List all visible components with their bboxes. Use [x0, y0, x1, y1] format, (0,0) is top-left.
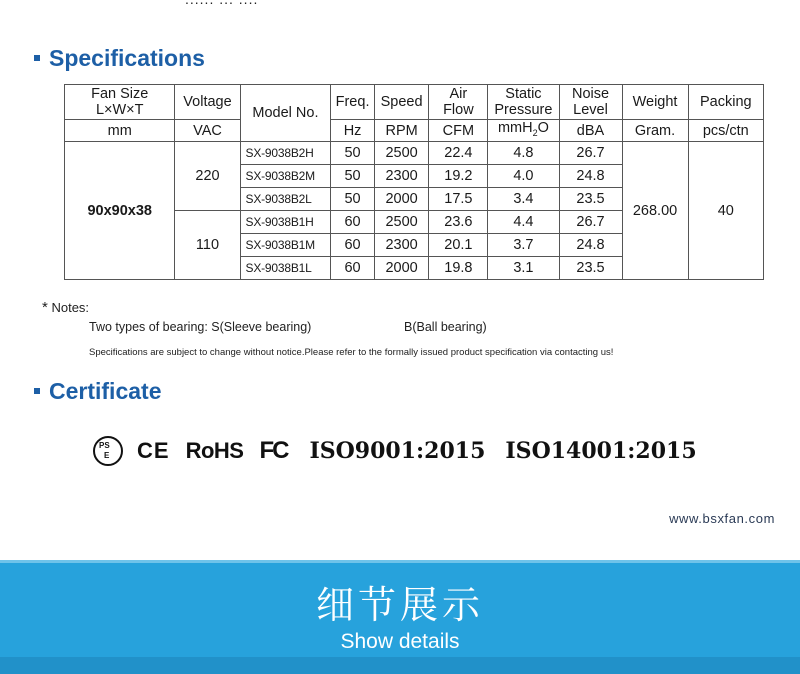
noise-cell: 23.5: [559, 257, 622, 280]
speed-cell: 2000: [374, 257, 429, 280]
cropped-top-text: [185, 0, 258, 7]
unit-hz: Hz: [331, 120, 374, 142]
airflow-cell: 17.5: [429, 188, 488, 211]
specifications-heading: [34, 45, 205, 72]
unit-mmh2o: [488, 120, 559, 142]
header-packing: Packing: [688, 85, 763, 120]
iso9001-mark: ISO9001:2015: [309, 438, 486, 464]
packing-value: 40: [688, 142, 763, 280]
noise-cell: 24.8: [559, 165, 622, 188]
speed-cell: 2000: [374, 188, 429, 211]
table-row: [65, 142, 764, 165]
model-cell: SX-9038B1M: [240, 234, 331, 257]
airflow-cell: 23.6: [429, 211, 488, 234]
model-cell: SX-9038B2M: [240, 165, 331, 188]
unit-mmh-text: mmH: [497, 120, 533, 137]
unit-vac: VAC: [175, 120, 240, 142]
pse-mark-bottom: E: [104, 451, 110, 460]
fan-size-value: 90x90x38: [65, 142, 175, 280]
header-voltage: Voltage: [175, 85, 240, 120]
note-sleeve-bearing: Two types of bearing: S(Sleeve bearing): [89, 320, 312, 334]
model-cell: SX-9038B1L: [240, 257, 331, 280]
freq-cell: 50: [331, 142, 374, 165]
freq-cell: 50: [331, 165, 374, 188]
noise-cell: 24.8: [559, 234, 622, 257]
website-link[interactable]: www.bsxfan.com: [669, 511, 775, 526]
pressure-cell: 4.8: [488, 142, 559, 165]
header-weight: Weight: [622, 85, 688, 120]
banner-top-edge: [0, 560, 800, 563]
freq-cell: 60: [331, 257, 374, 280]
header-speed: Speed: [374, 85, 429, 120]
header-row-labels: [65, 85, 764, 120]
voltage-110: 110: [175, 211, 240, 280]
section-bullet-icon: [34, 55, 40, 61]
notes-heading-text: Notes:: [51, 300, 90, 315]
speed-cell: 2500: [374, 142, 429, 165]
pressure-cell: 3.7: [488, 234, 559, 257]
certificate-title: Certificate: [49, 378, 162, 404]
pressure-cell: 4.0: [488, 165, 559, 188]
airflow-cell: 20.1: [429, 234, 488, 257]
weight-value: 268.00: [622, 142, 688, 280]
header-row-units: [65, 120, 764, 142]
model-cell: SX-9038B1H: [240, 211, 331, 234]
model-cell: SX-9038B2H: [240, 142, 331, 165]
noise-cell: 26.7: [559, 211, 622, 234]
voltage-220: 220: [175, 142, 240, 211]
notes-heading: [42, 299, 89, 316]
unit-o-text: O: [537, 120, 549, 137]
header-fan-size: Fan Size L×W×T: [65, 85, 175, 120]
pse-mark-icon: [93, 436, 123, 466]
header-freq: Freq.: [331, 85, 374, 120]
pressure-cell: 4.4: [488, 211, 559, 234]
unit-pcs-ctn: pcs/ctn: [688, 120, 763, 142]
ce-mark-icon: CE: [137, 438, 170, 463]
freq-cell: 60: [331, 234, 374, 257]
pressure-cell: 3.1: [488, 257, 559, 280]
certificate-logos: [93, 434, 713, 468]
speed-cell: 2300: [374, 234, 429, 257]
specifications-title: Specifications: [49, 45, 205, 71]
airflow-cell: 19.8: [429, 257, 488, 280]
unit-mm: mm: [65, 120, 175, 142]
banner-bottom-strip: [0, 657, 800, 674]
header-static-pressure: Static Pressure: [488, 85, 559, 120]
freq-cell: 60: [331, 211, 374, 234]
unit-subscript: 2: [532, 127, 538, 138]
banner-title: 细节展示: [315, 583, 484, 627]
spec-table: [64, 84, 764, 280]
banner-subtitle: Show details: [340, 630, 460, 653]
unit-dba: dBA: [559, 120, 622, 142]
fcc-mark-icon: FC: [259, 437, 288, 464]
unit-cfm: CFM: [429, 120, 488, 142]
speed-cell: 2300: [374, 165, 429, 188]
freq-cell: 50: [331, 188, 374, 211]
unit-gram: Gram.: [622, 120, 688, 142]
model-cell: SX-9038B2L: [240, 188, 331, 211]
airflow-cell: 19.2: [429, 165, 488, 188]
airflow-cell: 22.4: [429, 142, 488, 165]
note-ball-bearing: B(Ball bearing): [404, 320, 487, 334]
pse-mark-top: PS: [99, 441, 110, 450]
unit-rpm: RPM: [374, 120, 429, 142]
section-bullet-icon: [34, 388, 40, 394]
disclaimer-text: Specifications are subject to change without notice.Please refer to the formally issued product specification via contacting us!: [89, 347, 614, 358]
certificate-heading: [34, 378, 161, 405]
noise-cell: 26.7: [559, 142, 622, 165]
speed-cell: 2500: [374, 211, 429, 234]
iso14001-mark: ISO14001:2015: [505, 438, 697, 464]
header-air-flow: Air Flow: [429, 85, 488, 120]
rohs-mark-icon: RoHS: [185, 438, 244, 463]
pressure-cell: 3.4: [488, 188, 559, 211]
header-noise-level: Noise Level: [559, 85, 622, 120]
notes-star-icon: *: [42, 299, 48, 316]
noise-cell: 23.5: [559, 188, 622, 211]
header-model-no: Model No.: [240, 85, 331, 142]
